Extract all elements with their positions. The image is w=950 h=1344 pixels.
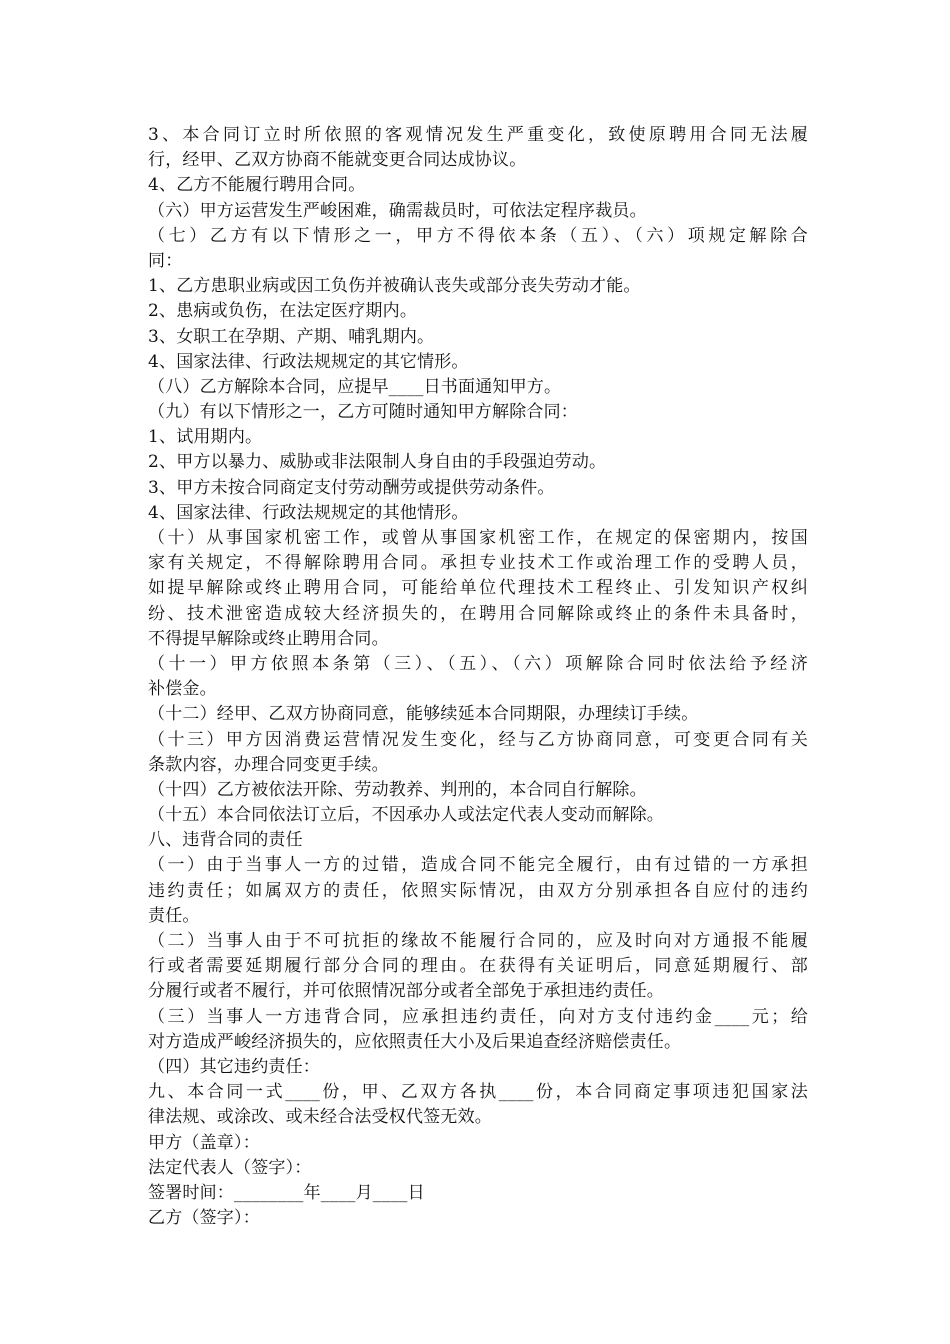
text-line: 签署时间：________年____月____日 xyxy=(148,1182,425,1203)
text-line: 不得提早解除或终止聘用合同。 xyxy=(148,628,389,649)
text-line: 条款内容，办理合同变更手续。 xyxy=(148,754,389,775)
text-line: 1、试用期内。 xyxy=(148,427,263,448)
text-line: 行或者需要延期履行部分合同的理由。在获得有关证明后，同意延期履行、部 xyxy=(148,956,808,977)
text-line: 3、甲方未按合同商定支付劳动酬劳或提供劳动条件。 xyxy=(148,477,555,498)
text-line: （四）其它违约责任： xyxy=(148,1056,320,1077)
text-line: （十）从事国家机密工作，或曾从事国家机密工作，在规定的保密期内，按国 xyxy=(148,528,808,548)
text-line: 对方造成严峻经济损失的，应依照责任大小及后果追查经济赔偿责任。 xyxy=(148,1031,682,1052)
text-line: 纷、技术泄密造成较大经济损失的，在聘用合同解除或终止的条件未具备时， xyxy=(148,603,808,624)
text-line: 违约责任；如属双方的责任，依照实际情况，由双方分别承担各自应付的违约 xyxy=(148,880,808,901)
text-line: 2、甲方以暴力、威胁或非法限制人身自由的手段强迫劳动。 xyxy=(148,452,607,473)
text-line: （九）有以下情形之一，乙方可随时通知甲方解除合同： xyxy=(148,402,578,423)
text-line: 八、违背合同的责任 xyxy=(148,830,303,851)
text-line: 4、国家法律、行政法规规定的其他情形。 xyxy=(148,502,469,523)
text-line: 4、国家法律、行政法规规定的其它情形。 xyxy=(148,351,469,372)
text-line: 4、乙方不能履行聘用合同。 xyxy=(148,175,366,196)
text-line: 如提早解除或终止聘用合同，可能给单位代理技术工程终止、引发知识产权纠 xyxy=(148,578,808,599)
text-line: 行，经甲、乙双方协商不能就变更合同达成协议。 xyxy=(148,150,527,171)
text-line: （二）当事人由于不可抗拒的缘故不能履行合同的，应及时向对方通报不能履 xyxy=(148,931,808,951)
text-line: 律法规、或涂改、或未经合法受权代签无效。 xyxy=(148,1107,492,1128)
text-line: 家有关规定，不得解除聘用合同。承担专业技术工作或治理工作的受聘人员， xyxy=(148,553,808,574)
text-line: 乙方（签字）： xyxy=(148,1208,260,1229)
text-line: 3、女职工在孕期、产期、哺乳期内。 xyxy=(148,326,435,347)
text-line: 同： xyxy=(148,250,183,271)
text-line: 2、患病或负伤，在法定医疗期内。 xyxy=(148,301,418,322)
text-line: 1、乙方患职业病或因工负伤并被确认丧失或部分丧失劳动才能。 xyxy=(148,276,641,297)
text-line: 九、本合同一式____份，甲、乙双方各执____份，本合同商定事项违犯国家法 xyxy=(148,1082,808,1103)
document-body xyxy=(148,123,808,1231)
text-line: 3、本合同订立时所依照的客观情况发生严重变化，致使原聘用合同无法履 xyxy=(148,125,808,145)
text-line: （三）当事人一方违背合同，应承担违约责任，向对方支付违约金____元；给 xyxy=(148,1006,808,1027)
text-line: （一）由于当事人一方的过错，造成合同不能完全履行，由有过错的一方承担 xyxy=(148,855,808,876)
text-line: （十一）甲方依照本条第（三）、（五）、（六）项解除合同时依法给予经济 xyxy=(148,653,808,674)
text-line: 法定代表人（签字）： xyxy=(148,1157,312,1178)
text-line: （十三）甲方因消费运营情况发生变化，经与乙方协商同意，可变更合同有关 xyxy=(148,729,808,750)
text-line: （十四）乙方被依法开除、劳动教养、判刑的，本合同自行解除。 xyxy=(148,779,647,800)
text-line: 责任。 xyxy=(148,905,200,926)
text-line: （六）甲方运营发生严峻困难，确需裁员时，可依法定程序裁员。 xyxy=(148,200,647,221)
text-line: （七）乙方有以下情形之一，甲方不得依本条（五）、（六）项规定解除合 xyxy=(148,225,808,246)
text-line: （十二）经甲、乙双方协商同意，能够续延本合同期限，办理续订手续。 xyxy=(148,704,699,725)
text-line: 补偿金。 xyxy=(148,679,217,700)
text-line: （十五）本合同依法订立后，不因承办人或法定代表人变动而解除。 xyxy=(148,805,664,826)
text-line: （八）乙方解除本合同，应提早____日书面通知甲方。 xyxy=(148,376,562,397)
text-line: 分履行或者不履行，并可依照情况部分或者全部免于承担违约责任。 xyxy=(148,981,664,1002)
text-line: 甲方（盖章）： xyxy=(148,1132,260,1153)
